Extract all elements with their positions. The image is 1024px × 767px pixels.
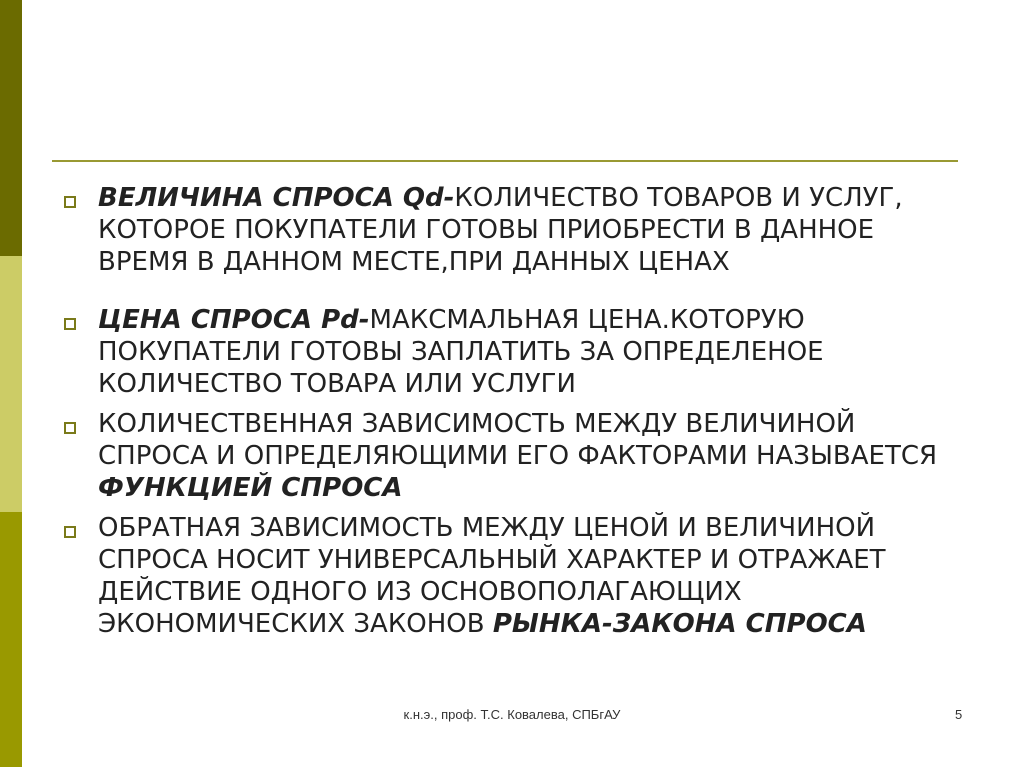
bullet-term: ЦЕНА СПРОСА Pd- [98, 305, 370, 335]
bullet-item-demand-price [60, 304, 960, 400]
bullet-term: ВЕЛИЧИНА СПРОСА Qd- [98, 183, 455, 213]
side-bar-top [0, 0, 22, 256]
hollow-square-icon [64, 318, 76, 330]
bullet-term: РЫНКА-ЗАКОНА СПРОСА [492, 609, 867, 639]
bullet-text: КОЛИЧЕСТВЕННАЯ ЗАВИСИМОСТЬ МЕЖДУ ВЕЛИЧИНОЙ СПРОСА И ОПРЕДЕЛЯЮЩИМИ ЕГО ФАКТОРАМИ НАЗЫВАЕТСЯ [98, 409, 938, 471]
side-bar-bottom [0, 512, 22, 767]
bullet-text: ОБРАТНАЯ ЗАВИСИМОСТЬ МЕЖДУ ЦЕНОЙ И ВЕЛИЧИНОЙ СПРОСА НОСИТ УНИВЕРСАЛЬНЫЙ ХАРАКТЕР И ОТРАЖАЕТ ДЕЙСТВИЕ ОДНОГО ИЗ ОСНОВОПОЛАГАЮЩИХ ЭКОНОМИЧЕСКИХ ЗАКОНОВ [98, 513, 886, 639]
bullet-item-law-of-demand [60, 512, 960, 640]
side-bar-middle [0, 256, 22, 512]
bullet-item-demand-quantity [60, 182, 960, 278]
hollow-square-icon [64, 422, 76, 434]
bullet-text: МАКСМАЛЬНАЯ ЦЕНА.КОТОРУЮ ПОКУПАТЕЛИ ГОТОВЫ ЗАПЛАТИТЬ ЗА ОПРЕДЕЛЕНОЕ КОЛИЧЕСТВО ТОВАРА ИЛИ УСЛУГИ [98, 305, 824, 399]
slide-number: 5 [955, 707, 963, 722]
hollow-square-icon [64, 196, 76, 208]
bullet-list [60, 182, 960, 640]
bullet-text: КОЛИЧЕСТВО ТОВАРОВ И УСЛУГ, КОТОРОЕ ПОКУПАТЕЛИ ГОТОВЫ ПРИОБРЕСТИ В ДАННОЕ ВРЕМЯ В ДАННОМ МЕСТЕ,ПРИ ДАННЫХ ЦЕНАХ [98, 183, 903, 277]
bullet-term: ФУНКЦИЕЙ СПРОСА [98, 473, 403, 503]
hollow-square-icon [64, 526, 76, 538]
bullet-item-demand-function [60, 408, 960, 504]
title-divider [52, 160, 958, 162]
footer-author: к.н.э., проф. Т.С. Ковалева, СПБгАУ [403, 707, 621, 722]
